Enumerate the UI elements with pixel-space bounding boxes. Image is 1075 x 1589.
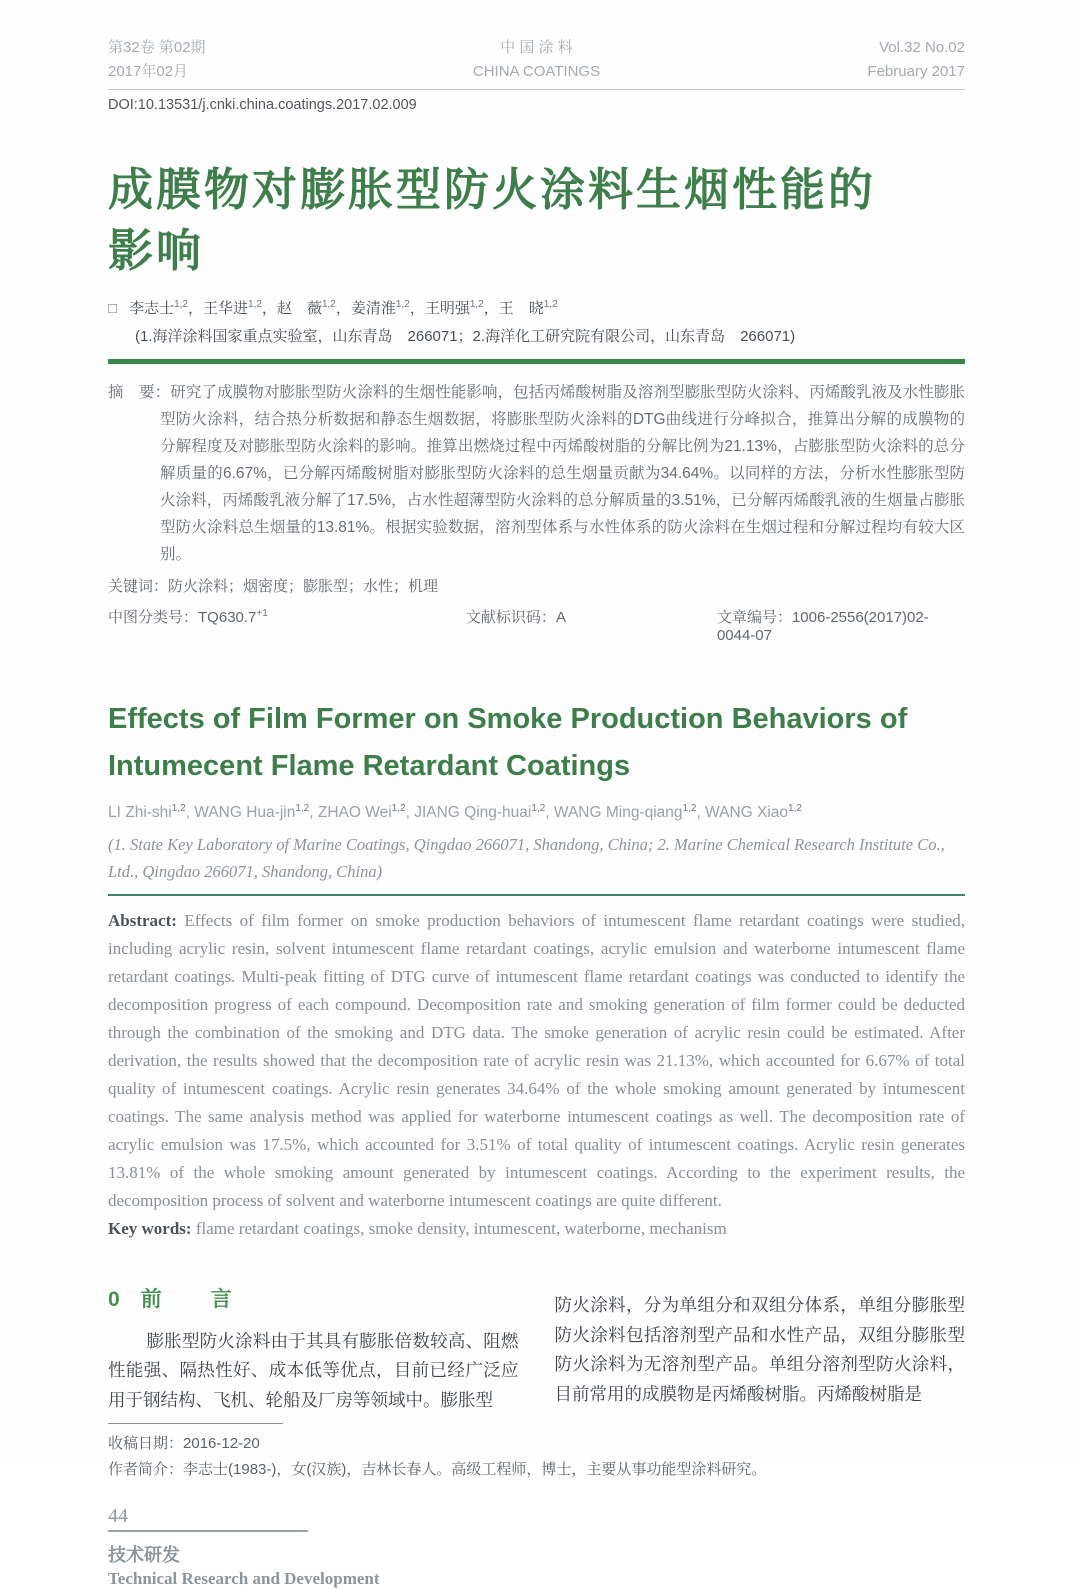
author-cn: 王华进 <box>203 300 249 317</box>
author-en: WANG Hua-jin <box>194 804 296 822</box>
author-sup: 1,2 <box>391 803 406 814</box>
journal-name <box>473 36 600 84</box>
body-column-left <box>108 1283 519 1415</box>
affiliation-en: (1. State Key Laboratory of Marine Coatings, Qingdao 266071, Shandong, China; 2. Marine Chemical Research Institute Co., Ltd., Qingdao 266071, Shandong, China) <box>108 831 965 896</box>
article-id <box>717 606 965 644</box>
column-name-cn: 技术研发 <box>108 1545 180 1566</box>
doi-line: DOI:10.13531/j.cnki.china.coatings.2017.02.009 <box>108 97 417 113</box>
keywords-cn-text: 防火涂料；烟密度；膨胀型；水性；机理 <box>168 578 439 595</box>
author-sep: , <box>405 804 415 822</box>
article-title-en-line1: Effects of Film Former on Smoke Production Behaviors of <box>108 703 908 735</box>
abstract-en <box>108 907 965 1215</box>
received-date-line <box>108 1431 965 1457</box>
date-cn: 2017年02月 <box>108 63 189 80</box>
journal-name-cn: 中 国 涂 料 <box>500 39 573 56</box>
author-sup: 1,2 <box>531 803 546 814</box>
author-sup: 1,2 <box>543 299 558 310</box>
volume-issue-en: Vol.32 No.02 <box>879 39 965 56</box>
clc-sup: +1 <box>256 608 268 619</box>
section-title: 前 言 <box>140 1288 246 1312</box>
body-paragraph-left: 膨胀型防火涂料由于其具有膨胀倍数较高、阻燃性能强、隔热性好、成本低等优点，目前已经广泛应用于钢结构、飞机、轮船及厂房等领域中。膨胀型 <box>108 1330 519 1410</box>
article-id-label: 文章编号： <box>716 609 792 626</box>
author-sep: ， <box>187 300 203 317</box>
doc-code-value: A <box>555 609 566 626</box>
keywords-cn <box>108 575 965 596</box>
author-en: ZHAO Wei <box>317 804 392 822</box>
author-en: JIANG Qing-huai <box>414 804 532 822</box>
author-sep: , <box>185 804 195 822</box>
keywords-en-label: Key words: <box>108 1219 192 1239</box>
author-en: LI Zhi-shi <box>108 804 172 822</box>
page-number: 44 <box>108 1505 128 1528</box>
article-title-cn-line1: 成膜物对膨胀型防火涂料生烟性能的 <box>108 164 877 215</box>
author-sep: ， <box>483 300 499 317</box>
author-sup: 1,2 <box>788 803 802 814</box>
author-sep: , <box>696 804 706 822</box>
abstract-cn-label: 摘 要： <box>108 384 171 401</box>
footnote-divider <box>108 1423 283 1424</box>
abstract-en-text: Effects of film former on smoke production behaviors of intumescent flame retardant coatings were studied, including acrylic resin, solvent intumescent flame retardant coatings, acrylic emulsion and waterborne intumescent flame retardant coatings. Multi-peak fitting of DTG curve of intumescent flame retardant coatings was conducted to identify the decomposition progress of each compound. Decomposition rate and smoking generation of film former could be deducted through the combination of the smoking and DTG data. The smoke generation of acrylic resin could be estimated. After derivation, the results showed that the decomposition rate of acrylic resin was 21.13%, which accounted for 6.67% of total quality of intumescent coatings. Acrylic resin generates 34.64% of the whole smoking amount generated by intumescent coatings. The same analysis method was applied for waterborne intumescent coatings as well. The decomposition rate of acrylic emulsion was 17.5%, which accounted for 3.51% of total quality of intumescent coatings. Acrylic resin generates 13.81% of the whole smoking amount generated by intumescent coatings. According to the experiment results, the decomposition process of solvent and waterborne intumescent coatings are quite different. <box>108 911 965 1211</box>
article-title-cn-line2: 影响 <box>108 225 205 276</box>
author-sup: 1,2 <box>248 299 262 310</box>
page-footer <box>108 1505 965 1589</box>
author-sup: 1,2 <box>321 299 336 310</box>
keywords-cn-label: 关键词： <box>108 578 169 595</box>
author-cn: 赵 薇 <box>276 300 322 317</box>
author-sep: , <box>545 804 554 822</box>
header-issue-info <box>108 36 206 84</box>
page-number-rule <box>108 1530 308 1532</box>
author-sup: 1,2 <box>469 299 484 310</box>
author-sup: 1,2 <box>682 803 697 814</box>
author-sep: ， <box>409 300 425 317</box>
received-value: 2016-12-20 <box>183 1435 260 1453</box>
received-label: 收稿日期： <box>108 1435 184 1453</box>
clc-number <box>108 606 466 644</box>
author-marker-square: □ <box>108 300 118 317</box>
author-sep: ， <box>261 300 277 317</box>
column-name-en: Technical Research and Development <box>108 1569 380 1589</box>
article-meta-row <box>108 606 965 644</box>
author-en: WANG Ming-qiang <box>553 804 683 822</box>
bio-label: 作者简介： <box>108 1461 184 1479</box>
article-title-en-line2: Intumecent Flame Retardant Coatings <box>108 750 631 782</box>
article-id-value: 1006-2556(2017)02-0044-07 <box>716 609 929 644</box>
divider-bar-green <box>108 359 965 364</box>
author-bio-line <box>108 1457 965 1483</box>
affiliation-cn: (1.海洋涂料国家重点实验室，山东青岛 266071；2.海洋化工研究院有限公司，山东青岛 266071) <box>135 328 796 345</box>
abstract-cn <box>108 379 965 568</box>
article-title-en <box>108 696 965 790</box>
journal-header <box>108 0 965 84</box>
author-en: WANG Xiao <box>705 804 789 822</box>
clc-label: 中图分类号： <box>108 609 199 626</box>
volume-issue-cn: 第32卷 第02期 <box>108 39 206 56</box>
authors-cn <box>108 297 965 318</box>
doc-code-label: 文献标识码： <box>465 609 556 626</box>
body-paragraph-right: 防火涂料，分为单组分和双组分体系，单组分膨胀型防火涂料包括溶剂型产品和水性产品，双组分膨胀型防火涂料为无溶剂型产品。单组分溶剂型防火涂料，目前常用的成膜物是丙烯酸树脂。丙烯酸树脂是 <box>554 1295 965 1404</box>
article-title-cn <box>108 159 965 281</box>
author-cn: 王 晓 <box>498 300 544 317</box>
author-sup: 1,2 <box>295 803 310 814</box>
header-divider <box>108 89 965 90</box>
abstract-cn-text: 研究了成膜物对膨胀型防火涂料的生烟性能影响，包括丙烯酸树脂及溶剂型膨胀型防火涂料、丙烯酸乳液及水性膨胀型防火涂料，结合热分析数据和静态生烟数据，将膨胀型防火涂料的DTG曲线进行分峰拟合，推算出分解的成膜物的分解程度及对膨胀型防火涂料的影响。推算出燃烧过程中丙烯酸树脂的分解比例为21.13%，占膨胀型防火涂料的总分解质量的6.67%，已分解丙烯酸树脂对膨胀型防火涂料的总生烟量贡献为34.64%。以同样的方法，分析水性膨胀型防火涂料，丙烯酸乳液分解了17.5%，占水性超薄型防火涂料的总分解质量的3.51%，已分解丙烯酸乳液的生烟量占膨胀型防火涂料总生烟量的13.81%。根据实验数据，溶剂型体系与水性体系的防火涂料在生烟过程和分解过程均有较大区别。 <box>160 384 965 563</box>
author-sup: 1,2 <box>395 299 410 310</box>
section-heading <box>108 1285 519 1315</box>
section-number: 0 <box>108 1288 121 1312</box>
author-cn: 李志士 <box>129 300 175 317</box>
keywords-en-text: flame retardant coatings, smoke density, intumescent, waterborne, mechanism <box>191 1219 727 1239</box>
date-en: February 2017 <box>867 63 965 80</box>
author-cn: 姜清淮 <box>350 300 396 317</box>
header-volume-info <box>867 36 965 84</box>
journal-name-en: CHINA COATINGS <box>472 63 601 80</box>
document-code <box>466 606 717 644</box>
body-columns <box>108 1283 965 1415</box>
keywords-en <box>108 1215 965 1243</box>
clc-value: TQ630.7 <box>198 609 257 626</box>
author-cn: 王明强 <box>424 300 470 317</box>
authors-en <box>108 803 965 822</box>
footnote-block <box>108 1423 965 1483</box>
bio-text: 李志士(1983-)，女(汉族)，吉林长春人。高级工程师，博士，主要从事功能型涂料研究。 <box>183 1461 767 1479</box>
author-sep: , <box>309 804 318 822</box>
abstract-en-label: Abstract: <box>108 911 177 931</box>
author-sup: 1,2 <box>174 299 188 310</box>
author-sep: ， <box>335 300 351 317</box>
body-column-right <box>555 1283 966 1415</box>
author-sup: 1,2 <box>171 803 186 814</box>
